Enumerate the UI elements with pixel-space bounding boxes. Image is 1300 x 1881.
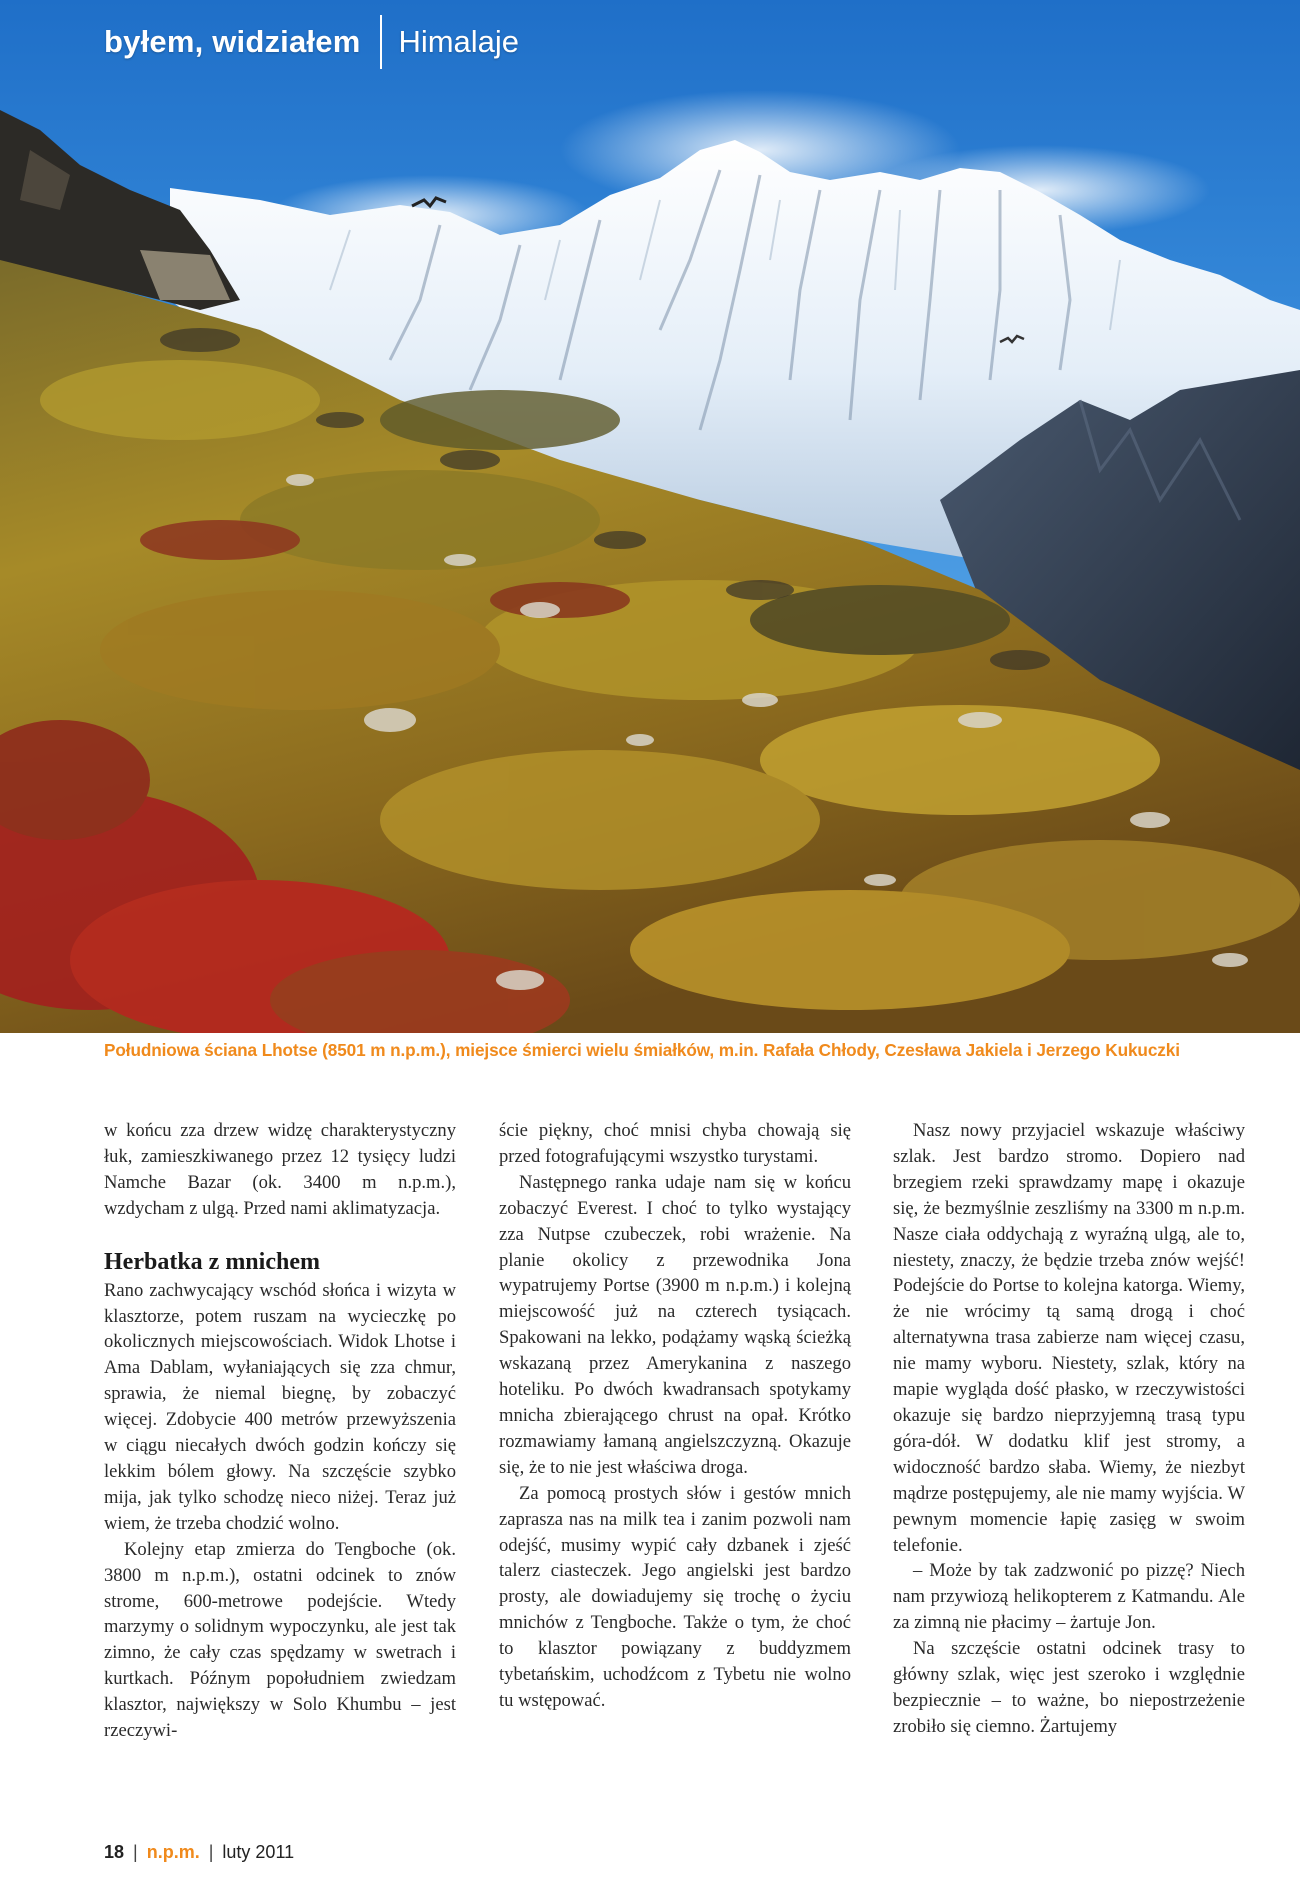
paragraph: ście piękny, choć mnisi chyba chowają się przed fotografującymi wszystko turystami.: [499, 1120, 851, 1167]
section-header: [104, 20, 519, 64]
section-topic: Himalaje: [398, 24, 520, 59]
paragraph: Na szczęście ostatni odcinek trasy to główny szlak, więc jest szeroko i względnie bezpiecznie – to ważne, bo niepostrzeżenie zrobiło się ciemno. Żartujemy: [893, 1638, 1245, 1737]
text-column-1: [104, 1118, 456, 1744]
paragraph: w końcu zza drzew widzę charakterystyczny łuk, zamieszkiwanego przez 12 tysięcy ludzi Namche Bazar (ok. 3400 m n.p.m.), wzdycham z ulgą. Przed nami aklimatyzacja.: [104, 1120, 456, 1219]
paragraph: Nasz nowy przyjaciel wskazuje właściwy szlak. Jest bardzo stromo. Dopiero nad brzegiem rzeki sprawdzamy mapę i okazuje się, że bezmyślnie zeszliśmy na 3300 m n.p.m. Nasze ciała oddychają z wyraźną ulgą, ale to, niestety, znaczy, że będzie trzeba znów wejść! Podejście do Portse to kolejna katorga. Wiemy, że nie wrócimy tą samą drogą i choć alternatywna trasa zabierze nam więcej czasu, nie mamy wyboru. Niestety, szlak, który na mapie wygląda dość płasko, w rzeczywistości okazuje się bardzo nieprzyjemną trasą typu góra-dół. W dodatku klif jest stromy, a widoczność bardzo słaba. Wiemy, że niezbyt mądrze postępujemy, ale nie mamy wyjścia. W pewnym momencie łapię zasięg w swoim telefonie.: [893, 1120, 1245, 1556]
paragraph: Rano zachwycający wschód słońca i wizyta w klasztorze, potem ruszam na wycieczkę po okolicznych miejscowościach. Widok Lhotse i Ama Dablam, wyłaniających się zza chmur, sprawia, że niemal biegnę, by zobaczyć więcej. Zdobycie 400 metrów przewyższenia w ciągu niecałych dwóch godzin kończy się lekkim bólem głowy. Na szczęście szybko mija, jak tylko schodzę nieco niżej. Teraz już wiem, że trzeba chodzić wolno.: [104, 1279, 456, 1534]
section-title: byłem, widziałem: [104, 24, 361, 59]
paragraph: Za pomocą prostych słów i gestów mnich zaprasza nas na milk tea i zanim pozwoli nam odejść, musimy wypić cały dzbanek i zjeść talerz ciasteczek. Jego angielski jest bardzo prosty, ale dowiadujemy się trochę o życiu mnichów z Tengboche. Także o tym, że choć to klasztor powiązany z buddyzmem tybetańskim, uchodźcom z Tybetu nie wolno tu wstępować.: [499, 1482, 851, 1711]
paragraph: Następnego ranka udaje nam się w końcu zobaczyć Everest. I choć to tylko wystający zza Nutpse czubeczek, robi wrażenie. Na planie okolicy z przewodnika Jona wypatrujemy Portse (3900 m n.p.m.) i kolejną miejscowość już na czterech tysiącach. Spakowani na lekko, podążamy wąską ścieżką wskazaną przez Amerykanina z naszego hoteliku. Po dwóch kwadransach spotykamy mnicha zbierającego chrust na opał. Krótko rozmawiamy łamaną angielszczyzną. Okazuje się, że to nie jest właściwa droga.: [499, 1171, 851, 1478]
page-number: 18: [104, 1842, 125, 1862]
paragraph: – Może by tak zadzwonić po pizzę? Niech nam przywiozą helikopterem z Katmandu. Ale za zimną nie płacimy – żartuje Jon.: [893, 1560, 1245, 1634]
text-column-2: [499, 1118, 851, 1714]
header-divider: [380, 15, 382, 69]
subheading: Herbatka z mnichem: [104, 1248, 320, 1275]
footer-divider: |: [208, 1842, 214, 1862]
page-footer: [104, 1842, 294, 1863]
footer-divider: |: [133, 1842, 138, 1862]
issue-date: luty 2011: [222, 1842, 295, 1862]
magazine-name: n.p.m.: [146, 1842, 200, 1862]
paragraph: Kolejny etap zmierza do Tengboche (ok. 3800 m n.p.m.), ostatni odcinek to znów strome, 600-metrowe podejście. Wtedy marzymy o solidnym wypoczynku, ale jest tak zimno, że cały czas spędzamy w swetrach i kurtkach. Późnym popołudniem zwiedzam klasztor, największy w Solo Khumbu – jest rzeczywi-: [104, 1538, 456, 1742]
photo-caption: Południowa ściana Lhotse (8501 m n.p.m.), miejsce śmierci wielu śmiałków, m.in. Rafała Chłody, Czesława Jakiela i Jerzego Kukuczki: [104, 1040, 1180, 1060]
text-column-3: [893, 1118, 1245, 1740]
